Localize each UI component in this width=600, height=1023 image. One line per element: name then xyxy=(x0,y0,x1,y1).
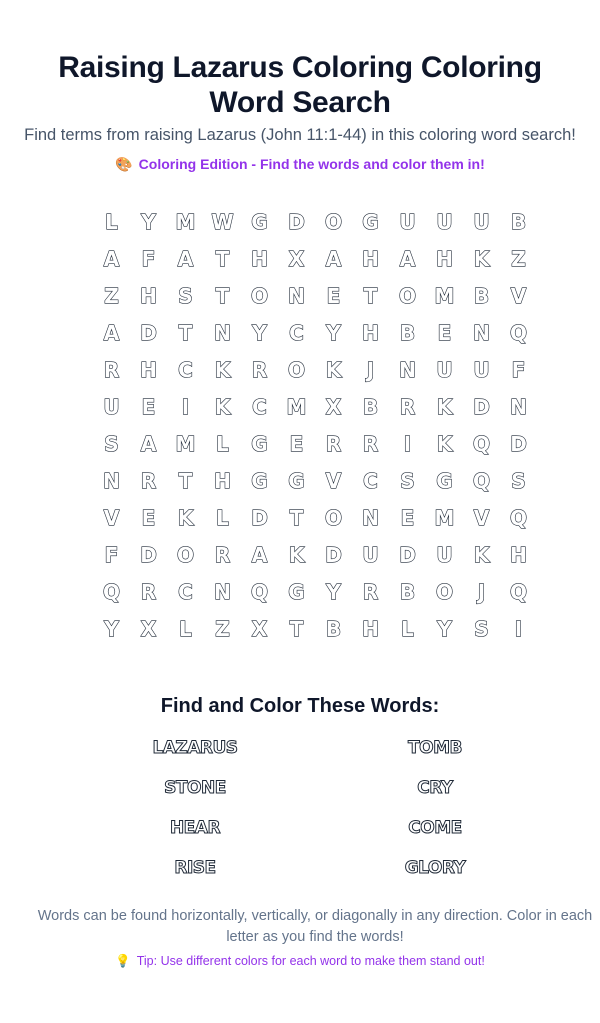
grid-cell[interactable]: C xyxy=(252,394,267,419)
grid-cell[interactable]: N xyxy=(214,320,231,345)
edition-text: Coloring Edition - Find the words and color them in! xyxy=(138,156,485,172)
grid-cell[interactable]: D xyxy=(473,394,490,419)
grid-cell[interactable]: R xyxy=(140,468,157,493)
grid-cell[interactable]: G xyxy=(436,468,453,493)
grid-cell[interactable]: K xyxy=(473,542,490,567)
grid-cell[interactable]: H xyxy=(140,283,157,308)
grid-cell[interactable]: S xyxy=(178,283,193,308)
grid-cell[interactable]: D xyxy=(510,431,527,456)
grid-cell[interactable]: T xyxy=(363,283,378,308)
grid-cell[interactable]: W xyxy=(211,209,234,234)
grid-cell[interactable]: M xyxy=(286,394,307,419)
grid-cell[interactable]: R xyxy=(399,394,416,419)
grid-cell[interactable]: U xyxy=(103,394,120,419)
grid-cell[interactable]: R xyxy=(362,431,379,456)
grid-cell[interactable]: A xyxy=(399,246,416,271)
grid-cell[interactable]: B xyxy=(399,320,416,345)
grid-cell[interactable]: N xyxy=(510,394,527,419)
grid-cell[interactable]: T xyxy=(215,283,230,308)
page-subtitle: Find terms from raising Lazarus (John 11:1-44) in this coloring word search! xyxy=(24,126,576,144)
grid-cell[interactable]: L xyxy=(179,616,192,641)
grid-cell[interactable]: O xyxy=(435,579,453,604)
grid-cell[interactable]: J xyxy=(366,357,375,382)
grid-cell[interactable]: G xyxy=(288,579,305,604)
grid-cell[interactable]: H xyxy=(510,542,527,567)
grid-cell[interactable]: Z xyxy=(215,616,230,641)
grid-cell[interactable]: Q xyxy=(472,431,490,456)
grid-cell[interactable]: N xyxy=(103,468,120,493)
edition-banner xyxy=(0,156,600,173)
grid-cell[interactable]: G xyxy=(288,468,305,493)
word-list-item: CRY xyxy=(417,778,453,798)
grid-cell[interactable]: N xyxy=(473,320,490,345)
grid-cell[interactable]: D xyxy=(140,542,157,567)
word-list-item: RISE xyxy=(174,858,216,878)
grid-cell[interactable]: S xyxy=(511,468,526,493)
grid-cell[interactable]: B xyxy=(362,394,379,419)
tip xyxy=(0,954,600,969)
word-list-title: Find and Color These Words: xyxy=(160,695,440,717)
grid-cell[interactable]: O xyxy=(398,283,416,308)
grid-cell[interactable]: H xyxy=(436,246,453,271)
grid-cell[interactable]: G xyxy=(251,209,268,234)
grid-cell[interactable]: O xyxy=(250,283,268,308)
grid-cell[interactable]: B xyxy=(473,283,490,308)
grid-cell[interactable]: Y xyxy=(252,320,267,345)
grid-cell[interactable]: D xyxy=(288,209,305,234)
grid-cell[interactable]: Q xyxy=(102,579,120,604)
grid-cell[interactable]: I xyxy=(181,394,190,419)
grid-cell[interactable]: C xyxy=(178,357,193,382)
grid-cell[interactable]: A xyxy=(103,246,120,271)
grid-cell[interactable]: U xyxy=(436,357,453,382)
grid-cell[interactable]: U xyxy=(399,209,416,234)
grid-cell[interactable]: G xyxy=(251,468,268,493)
grid-cell[interactable]: O xyxy=(287,357,305,382)
grid-cell[interactable]: X xyxy=(288,246,305,271)
grid-cell[interactable]: L xyxy=(105,209,118,234)
grid-cell[interactable]: R xyxy=(325,431,342,456)
grid-cell[interactable]: Y xyxy=(437,616,452,641)
grid-cell[interactable]: E xyxy=(289,431,304,456)
grid-cell[interactable]: K xyxy=(325,357,342,382)
grid-cell[interactable]: Q xyxy=(509,505,527,530)
grid-cell[interactable]: H xyxy=(362,246,379,271)
grid-cell[interactable]: N xyxy=(214,579,231,604)
grid-cell[interactable]: H xyxy=(251,246,268,271)
grid-cell[interactable]: V xyxy=(325,468,342,493)
word-list-item: STONE xyxy=(164,778,226,798)
grid-cell[interactable]: O xyxy=(324,505,342,530)
grid-cell[interactable]: L xyxy=(216,505,229,530)
grid-cell[interactable]: E xyxy=(141,505,156,530)
grid-cell[interactable]: Q xyxy=(472,468,490,493)
word-list-item: COME xyxy=(408,818,462,838)
grid-cell[interactable]: T xyxy=(289,505,304,530)
grid-cell[interactable]: R xyxy=(214,542,231,567)
page-title: Raising Lazarus Coloring Coloring Word Search xyxy=(58,51,542,119)
grid-cell[interactable]: K xyxy=(214,357,231,382)
grid-cell[interactable]: K xyxy=(436,431,453,456)
grid-cell[interactable]: R xyxy=(140,579,157,604)
grid-cell[interactable]: E xyxy=(326,283,341,308)
grid-cell[interactable]: M xyxy=(434,283,455,308)
grid-cell[interactable]: H xyxy=(362,320,379,345)
word-list xyxy=(75,738,555,898)
grid-cell[interactable]: O xyxy=(324,209,342,234)
grid-cell[interactable]: J xyxy=(477,579,486,604)
grid-cell[interactable]: V xyxy=(473,505,490,530)
grid-cell[interactable]: S xyxy=(400,468,415,493)
grid-cell[interactable]: M xyxy=(175,209,196,234)
grid-cell[interactable]: M xyxy=(175,431,196,456)
grid-cell[interactable]: C xyxy=(178,579,193,604)
grid-cell[interactable]: E xyxy=(141,394,156,419)
grid-cell[interactable]: X xyxy=(251,616,268,641)
grid-cell[interactable]: U xyxy=(362,542,379,567)
grid-cell[interactable]: N xyxy=(288,283,305,308)
grid-cell[interactable]: D xyxy=(399,542,416,567)
grid-cell[interactable]: B xyxy=(399,579,416,604)
grid-cell[interactable]: K xyxy=(436,394,453,419)
grid-cell[interactable]: V xyxy=(510,283,527,308)
grid-cell[interactable]: G xyxy=(362,209,379,234)
grid-cell[interactable]: K xyxy=(473,246,490,271)
grid-cell[interactable]: O xyxy=(176,542,194,567)
grid-cell[interactable]: S xyxy=(104,431,119,456)
grid-cell[interactable]: F xyxy=(141,246,156,271)
grid-cell[interactable]: H xyxy=(362,616,379,641)
grid-cell[interactable]: R xyxy=(362,579,379,604)
grid-cell[interactable]: Y xyxy=(104,616,119,641)
grid-cell[interactable]: Q xyxy=(509,320,527,345)
grid-cell[interactable]: T xyxy=(178,468,193,493)
grid-cell[interactable]: R xyxy=(103,357,120,382)
grid-cell[interactable]: V xyxy=(103,505,120,530)
grid-cell[interactable]: G xyxy=(251,431,268,456)
grid-cell[interactable]: Q xyxy=(509,579,527,604)
grid-cell[interactable]: D xyxy=(251,505,268,530)
grid-cell[interactable]: D xyxy=(140,320,157,345)
word-list-item: GLORY xyxy=(404,858,466,878)
grid-cell[interactable]: F xyxy=(511,357,526,382)
tip-text: Tip: Use different colors for each word to make them stand out! xyxy=(136,954,485,968)
grid-cell[interactable]: K xyxy=(288,542,305,567)
palette-icon: 🎨 xyxy=(115,156,133,172)
grid-cell[interactable]: F xyxy=(104,542,119,567)
grid-cell[interactable]: A xyxy=(177,246,194,271)
word-list-item: TOMB xyxy=(408,738,462,758)
grid-cell[interactable]: Y xyxy=(326,579,341,604)
grid-cell[interactable]: R xyxy=(251,357,268,382)
instructions: Words can be found horizontally, vertically, or diagonally in any direction. Color in each letter as you find the words! xyxy=(37,908,593,945)
grid-cell[interactable]: A xyxy=(251,542,268,567)
grid-cell[interactable]: Z xyxy=(104,283,119,308)
word-search-grid[interactable] xyxy=(93,203,537,647)
grid-cell[interactable]: Y xyxy=(326,320,341,345)
grid-cell[interactable]: N xyxy=(362,505,379,530)
grid-cell[interactable]: U xyxy=(436,542,453,567)
grid-cell[interactable]: A xyxy=(325,246,342,271)
grid-cell[interactable]: K xyxy=(214,394,231,419)
grid-cell[interactable]: I xyxy=(403,431,412,456)
grid-cell[interactable]: I xyxy=(514,616,523,641)
grid-cell[interactable]: Z xyxy=(511,246,526,271)
grid-cell[interactable]: B xyxy=(510,209,527,234)
grid-cell[interactable]: U xyxy=(436,209,453,234)
grid-cell[interactable]: E xyxy=(437,320,452,345)
grid-cell[interactable]: H xyxy=(214,468,231,493)
grid-cell[interactable]: L xyxy=(401,616,414,641)
grid-cell[interactable]: B xyxy=(325,616,342,641)
grid-cell[interactable]: M xyxy=(434,505,455,530)
word-list-item: HEAR xyxy=(169,818,221,838)
grid-cell[interactable]: L xyxy=(216,431,229,456)
grid-cell[interactable]: C xyxy=(289,320,304,345)
grid-cell[interactable]: S xyxy=(474,616,489,641)
lightbulb-icon: 💡 xyxy=(115,954,131,968)
grid-cell[interactable]: T xyxy=(215,246,230,271)
grid-cell[interactable]: H xyxy=(140,357,157,382)
grid-cell[interactable]: Y xyxy=(141,209,156,234)
grid-cell[interactable]: N xyxy=(399,357,416,382)
grid-cell[interactable]: D xyxy=(325,542,342,567)
grid-cell[interactable]: Q xyxy=(250,579,268,604)
grid-cell[interactable]: U xyxy=(473,209,490,234)
grid-cell[interactable]: C xyxy=(363,468,378,493)
grid-cell[interactable]: X xyxy=(325,394,342,419)
grid-cell[interactable]: A xyxy=(140,431,157,456)
grid-cell[interactable]: U xyxy=(473,357,490,382)
grid-cell[interactable]: K xyxy=(177,505,194,530)
grid-cell[interactable]: T xyxy=(289,616,304,641)
grid-cell[interactable]: T xyxy=(178,320,193,345)
word-list-item: LAZARUS xyxy=(152,738,238,758)
grid-cell[interactable]: E xyxy=(400,505,415,530)
grid-cell[interactable]: A xyxy=(103,320,120,345)
grid-cell[interactable]: X xyxy=(140,616,157,641)
